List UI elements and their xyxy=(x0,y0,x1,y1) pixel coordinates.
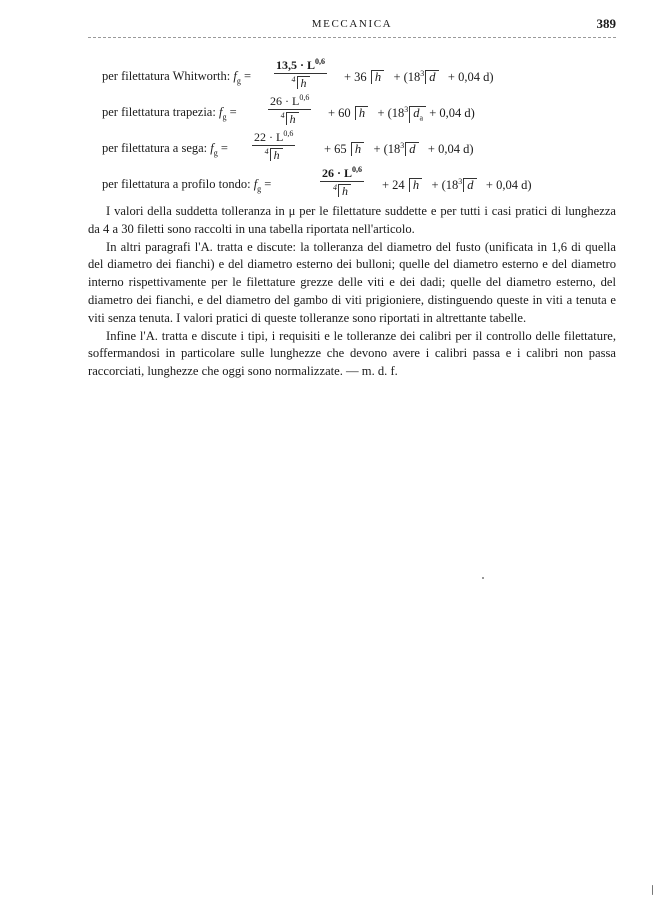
formula-label: per filettatura trapezia: $f_g$ = xyxy=(102,105,237,122)
formula-profilo-tondo xyxy=(102,166,622,200)
formula-sega xyxy=(102,130,622,164)
paragraph: In altri paragrafi l'A. tratta e discute: la tolleranza del diametro del fusto (unificata in 1,6 di quella del diametro dei fianchi) e del diametro esterno dei bulloni; quelle del diametro esterno e del diametro interno rispettivamente per le filettature grezze delle viti e dei dadi; quelle del diametro esterno, del diametro dei fianchi, e del diametro del gambo di viti prigioniere, distinguendo queste in viti a tenuta e viti senza tenuta. I valori pratici di queste tolleranze sono riportati in altrettante tabelle. xyxy=(88,239,616,325)
formula-label: per filettatura Whitworth: $f_g$ = xyxy=(102,69,251,86)
formula-terms: + 24 h + ($18^3$ d + 0,04 d) xyxy=(382,177,532,193)
running-title: MECCANICA xyxy=(311,18,393,30)
page-header xyxy=(88,16,616,38)
formula-terms: + 36 h + ($18^3$ d + 0,04 d) xyxy=(344,69,494,85)
formula-terms: + 65 h + ($18^3$ d + 0,04 d) xyxy=(324,141,474,157)
paragraph: Infine l'A. tratta e discute i tipi, i requisiti e le tolleranze dei calibri per il controllo delle filettature, soffermandosi in particolare sulle lunghezze che devono avere i calibri passa e i calibri non passa raccorciati, lunghezze che oggi sono normalizzate. — m. d. f. xyxy=(88,328,616,379)
formula-whitworth xyxy=(102,58,622,92)
formula-fraction: 22 · L$^{0,6}$ $^4$ h xyxy=(254,129,294,162)
formula-fraction: 26 · L$^{0,6}$ $^4$ h xyxy=(270,93,310,126)
page-number: 389 xyxy=(596,16,616,31)
body-text xyxy=(88,203,616,381)
header-rule xyxy=(88,37,616,38)
formula-fraction: 13,5 · L$^{0,6}$ $^4$ h xyxy=(276,57,326,90)
formula-label: per filettatura a profilo tondo: $f_g$ = xyxy=(102,177,272,194)
formula-fraction: 26 · L$^{0,6}$ $^4$ h xyxy=(322,165,363,198)
scan-edge-mark xyxy=(652,885,653,895)
paragraph: I valori della suddetta tolleranza in μ per le filettature suddette e per tutti i casi pratici di lunghezza da 4 a 30 filetti sono raccolti in una tabella riportata nell'articolo. xyxy=(88,204,616,236)
scan-speck xyxy=(482,577,484,579)
formula-label: per filettatura a sega: $f_g$ = xyxy=(102,141,228,158)
formula-trapezia xyxy=(102,94,622,128)
formula-terms: + 60 h + ($18^3$ $d_a + 0,04$ d) xyxy=(328,105,475,123)
